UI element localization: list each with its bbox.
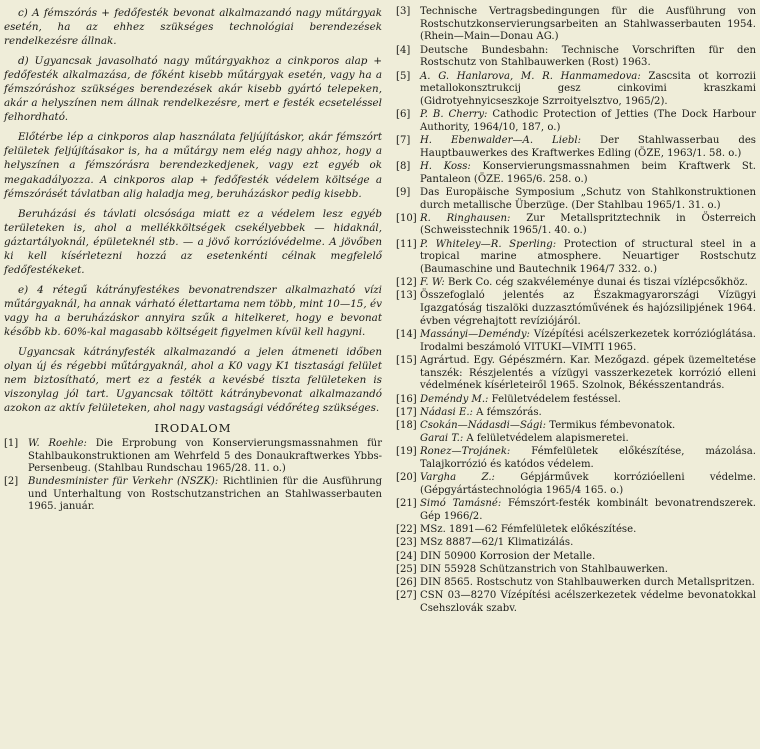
reference-text: Vargha Z.: Gépjárművek korrózióelleni védelme. (Gépgyártástechnológia 1965/4 165. o.) [420,472,756,497]
paragraph-zinc-renewal: Előtérbe lép a cinkporos alap használata feljújításkor, akár fémszórt felületek feljújításakor is, ha a műtárgy nem elég nagy ahhoz, hogy a helyszínen a fémszórásra berendezkedjenek, vagy ezt egyéb ok megakadályozza. A cinkporos alap + fedőfesték védelem költsége a fémszórásét távlatban alig haladja meg, beruházáskor pedig kisebb. [4,131,382,200]
reference-author: W. Roehle: [28,438,87,450]
reference-author: P. B. Cherry: [420,109,488,121]
reference-text: Csokán—Nádasdi—Sági: Termikus fémbevonatok. [420,420,676,431]
reference-text: P. Whiteley—R. Sperling: Protection of structural steel in a tropical marine atmosphere. Neuartiger Rostschutz (Baumaschine und Bautechnik 1964/7 332. o.) [420,238,756,276]
reference-author: Ronez—Trojánek: [420,446,511,458]
reference-item [396,277,756,290]
reference-text: Das Europäische Symposium „Schutz von Stahlkonstruktionen durch metallische Überzüge. (Der Stahlbau 1965/1. 31. o.) [420,186,756,211]
reference-number: [21] [396,498,417,510]
reference-author: R. Ringhausen: [420,212,511,224]
reference-item [396,433,756,446]
reference-item [396,564,756,577]
reference-item [396,71,756,109]
reference-item [396,290,756,328]
reference-item [396,187,756,212]
reference-item [396,472,756,497]
reference-number: [2] [4,476,19,488]
reference-text: MSz. 1891—62 Fémfelületek előkészítése. [420,524,637,536]
reference-text: Nádasi E.: A fémszórás. [420,406,542,418]
reference-text: H. Ebenwalder—A. Liebl: Der Stahlwasserbau des Hauptbauwerkes des Kraftwerkes Edling (ÖZE, 1963/1. 58. o.) [420,135,756,159]
reference-item [4,438,382,476]
reference-number: [3] [396,6,411,17]
reference-number: [8] [396,160,411,172]
reference-number: [15] [396,354,417,366]
paragraph-c: c) A fémszórás + fedőfesték bevonat alkalmazandó nagy műtárgyak esetén, ha az ehhez szükséges technológiai berendezések rendelkezésre állnak. [4,7,382,48]
reference-item [396,498,756,523]
reference-item [396,551,756,564]
reference-text: Ronez—Trojánek: Fémfelületek előkészítése, mázolása. Talajkorrózió és katódos védelem. [420,446,756,471]
reference-text: A. G. Hanlarova, M. R. Hanmamedova: Zascsita ot korrozii metallokonsztrukcij gesz cinkovimi kraszkami (Gidrotyehnyicseszkoje Szrroityelsztvo, 1965/2). [420,70,756,107]
reference-item [396,420,756,433]
reference-item [396,239,756,277]
reference-item [396,6,756,44]
reference-author: Bundesminister für Verkehr (NSZK): [28,476,219,488]
reference-item [396,161,756,186]
reference-number: [17] [396,406,417,418]
reference-number: [7] [396,135,411,147]
reference-item [396,355,756,393]
reference-number: [5] [396,70,411,82]
reference-text: P. B. Cherry: Cathodic Protection of Jetties (The Dock Harbour Authority, 1964/10, 187, o.) [420,109,756,133]
reference-text: DIN 8565. Rostschutz von Stahlbauwerken durch Metallspritzen. [420,576,755,588]
paragraph-e: e) 4 rétegű kátrányfestékes bevonatrendszer alkalmazható vízi műtárgyaknál, ha annak várható élettartama nem több, mint 10—15, év vagy ha a beruházáskor annyira szűk a hitelkeret, hogy e bevonat később kb. 60%-kal magasabb költségeit figyelmen kívül kell hagyni. [4,283,382,338]
reference-number: [23] [396,537,417,549]
reference-text: MSz 8887—62/1 Klimatizálás. [420,537,574,549]
left-column [4,6,382,514]
reference-number: [22] [396,524,417,536]
reference-number: [13] [396,290,417,302]
paragraph-d: d) Ugyancsak javasolható nagy műtárgyakhoz a cinkporos alap + fedőfesték alkalmazása, de főként kisebb műtárgyak esetén, vagy ha a fémszóráshoz szükséges berendezések akár kisebb gyártó telepeken, akár a helyszínen nem állnak rendelkezésre, mert e festék ecseteléssel felhordható. [4,55,382,124]
reference-item [4,476,382,514]
reference-text: Deméndy M.: Felületvédelem festéssel. [420,393,621,405]
reference-author: H. Koss: [420,160,471,172]
reference-author: Massányi—Deméndy: [420,329,530,341]
reference-number: [10] [396,212,417,224]
reference-text: Deutsche Bundesbahn: Technische Vorschriften für den Rostschutz von Stahlbauwerken (Rost) 1963. [420,44,756,69]
reference-number: [26] [396,576,417,588]
reference-item [396,135,756,160]
reference-author: Vargha Z.: [420,472,495,484]
reference-text: Agrártud. Egy. Gépészmérn. Kar. Mezőgazd. gépek üzemeltetése tanszék: Részjelentés a vízügyi vasszerkezetek korrózió elleni védelmének kísérleteiről 1965. Szolnok, Békésszentandrás. [420,354,756,392]
references-list-left [4,438,382,514]
reference-text: Bundesminister für Verkehr (NSZK): Richtlinien für die Ausführung und Unterhaltung von Rostschutzanstrichen an Stahlwasserbauten 1965. január. [28,476,383,513]
references-list-right [396,6,756,616]
reference-item [396,524,756,537]
references-heading: IRODALOM [154,421,232,436]
reference-text: Simó Tamásné: Fémszórt-festék kombinált bevonatrendszerek. Gép 1966/2. [420,498,756,522]
reference-text: DIN 50900 Korrosion der Metalle. [420,550,596,562]
reference-number: [16] [396,393,417,405]
reference-author: H. Ebenwalder—A. Liebl: [420,135,582,147]
reference-author: Garai T.: [420,433,464,445]
reference-item [396,407,756,420]
reference-text: W. Roehle: Die Erprobung von Konservierungsmassnahmen für Stahlbaukonstruktionen am Wehrfeld 5 des Donaukraftwerkes Ybbs-Persenbeug. (Stahlbau Rundschau 1965/28. 11. o.) [28,438,382,475]
reference-author: Nádasi E.: [420,406,473,418]
reference-author: P. Whiteley—R. Sperling: [420,238,557,250]
reference-text: F. W: Berk Co. cég szakvéleménye dunai és tiszai vízlépcsőkhöz. [420,277,748,289]
reference-author: Simó Tamásné: [420,498,502,510]
reference-number: [27] [396,590,417,602]
reference-item [396,394,756,407]
reference-number: [18] [396,420,417,431]
reference-text: H. Koss: Konservierungsmassnahmen beim Kraftwerk St. Pantaleon (ÖZE. 1965/6. 258. o.) [420,160,756,185]
reference-text: R. Ringhausen: Zur Metallspritztechnik in Österreich (Schweisstechnik 1965/1. 40. o.) [420,212,756,237]
reference-number: [11] [396,238,417,250]
reference-author: Deméndy M.: [420,393,489,405]
reference-number: [12] [396,277,417,289]
reference-number: [1] [4,438,19,450]
reference-number: [14] [396,329,417,341]
reference-number: [19] [396,446,417,458]
reference-number: [4] [396,44,411,56]
reference-text: Garai T.: A felületvédelem alapismeretei. [420,433,629,445]
reference-item [396,446,756,471]
reference-number [396,433,420,446]
reference-text: Technische Vertragsbedingungen für die Ausführung von Rostschutzkonservierungsarbeiten an Stahlwasserbauten 1954. (Rhein—Main—Donau AG.) [420,6,756,43]
reference-number: [9] [396,186,411,198]
reference-text: Összefoglaló jelentés az Északmagyarországi Vízügyi Igazgatóság tiszalöki duzzasztóművének és hajózsilipjének 1964. évben végrehajtott revíziójáról. [420,290,756,327]
paragraph-investment: Beruházási és távlati olcsósága miatt ez a védelem lesz egyéb területeken is, ahol a mellékköltségek csekélyebbek — hidaknál, gáztartályoknál, épületeknél stb. — a jövő korrózióvédelme. A jövőben ki kell kísérletezni hozzá az esetenkénti célnak megfelelő fedőfestékeket. [4,207,382,276]
reference-number: [24] [396,550,417,562]
reference-item [396,537,756,550]
reference-text: CSN 03—8270 Vízépítési acélszerkezetek védelme bevonatokkal Csehszlovák szabv. [420,590,756,614]
reference-text: Massányi—Deméndy: Vízépítési acélszerkezetek korrózióglátása. Irodalmi beszámoló VITUKI—VIMTI 1965. [420,329,756,353]
reference-item [396,213,756,238]
reference-item [396,577,756,590]
right-column [396,6,756,616]
reference-item [396,109,756,134]
reference-number: [20] [396,472,417,484]
reference-author: Csokán—Nádasdi—Sági: [420,420,547,431]
reference-item [396,329,756,354]
reference-text: DIN 55928 Schützanstrich von Stahlbauwerken. [420,563,668,575]
reference-number: [6] [396,109,411,121]
reference-item [396,45,756,70]
reference-author: A. G. Hanlarova, M. R. Hanmamedova: [420,70,641,82]
reference-item [396,590,756,615]
reference-author: F. W: [420,277,445,289]
reference-number: [25] [396,563,417,575]
paragraph-tar-paint: Ugyancsak kátrányfesték alkalmazandó a jelen átmeneti időben olyan új és régebbi műtárgyaknál, ahol a K0 vagy K1 tisztasági felület nem biztosítható, mert ez a festék a kevésbé tiszta felületeken is viszonylag jól tart. Ugyancsak töltött kátránybevonat alkalmazandó azokon az aktív felületeken, ahol nagy vastagsági védőréteg szükséges. [4,346,382,415]
